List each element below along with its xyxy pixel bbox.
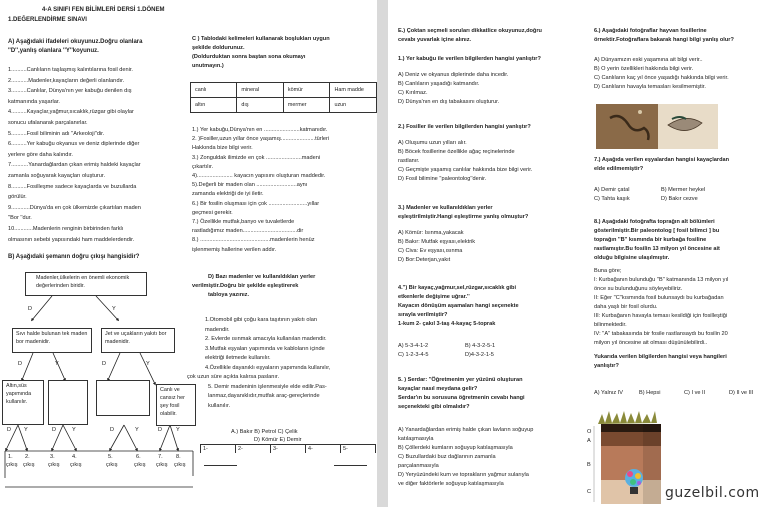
question-stem: 1-kum 2- çakıl 3-taş 4-kayaç 5-toprak — [398, 321, 496, 327]
question-body: I: Kurbağanın bulunduğu ''B'' katmanında 13 milyon yıl — [594, 277, 729, 283]
word-bank-row — [191, 98, 377, 113]
exit-number: 6. — [136, 454, 141, 460]
matching-item-line: 3.Mutfak eşyaları yapımında ve kabloların içinde — [205, 345, 325, 352]
exam-subtitle: 1.DEĞERLENDİRME SINAVI — [8, 17, 87, 23]
answer-cell-5[interactable]: 5- — [341, 445, 376, 454]
matching-item-line: 2. Evlerde ısınmak amacıyla kullanılan madendir. — [205, 336, 327, 342]
question-stem: seçenekteki gibi olmalıdır? — [398, 404, 470, 410]
soil-layer-label: A — [587, 438, 591, 444]
matching-item-line: 1.Otomobil gibi çoğu kara taşıtının yakıtı olan — [205, 317, 317, 323]
answer-option[interactable]: B) Bakır: Mutfak eşyası,elektrik — [398, 239, 476, 245]
section-d-heading: D) Bazı madenler ve kullanıldıkları yerler — [208, 274, 316, 280]
matching-item-line: kullanılır. — [208, 402, 231, 409]
question-stem: Serdar'ın bu sorusuna öğretmenin cevabı hangi — [398, 395, 525, 401]
answer-option[interactable]: A) Yanardağlardan erimiş halde çıkan lavların soğuyup — [398, 427, 534, 433]
word-cell: uzun — [330, 98, 377, 113]
statement-line: olmasının sebebi yapısındaki ham maddelerdendir. — [8, 236, 135, 243]
question-body: bilinmektedir. — [594, 322, 627, 328]
question-stem: Kayacın dönüşüm aşamaları hangi seçenekte — [398, 303, 519, 309]
answer-option[interactable]: C) 1-2-3-4-5 — [398, 352, 429, 358]
statement-line: yerlere göre daha kalındır. — [8, 151, 73, 158]
section-a-heading: A) Aşağıdaki ifadeleri okuyunuz.Doğru olanlara — [8, 39, 143, 45]
branch-label-y: Y — [135, 427, 139, 433]
branch-label-y: Y — [112, 306, 116, 312]
section-a-heading-2: ''D'',yanlış olanlara ''Y''koyunuz. — [8, 48, 99, 54]
answer-option: katılaşmasıyla — [398, 436, 434, 442]
fill-blank-line: 7.) Özellikle mutfak,banyo ve tuvaletlerde — [192, 219, 295, 225]
question-stem: gösterilmiştir.Bir paleontolog [ fosil bilimci ] bu — [594, 228, 720, 234]
answer-option[interactable]: B) Hepsi — [639, 390, 661, 396]
answer-option[interactable]: A) Oluşumu uzun yılları alır. — [398, 140, 467, 146]
answer-option[interactable]: A) Yalnız IV — [594, 390, 624, 396]
section-b-heading: B) Aşağıdaki şemanın doğru çıkışı hangisidir? — [8, 254, 140, 260]
diagram-leaf-1: Altın,süs yapımında kullanılır. — [2, 380, 44, 425]
fill-blank-line: rastladığımız maden...................................dir — [192, 228, 304, 235]
fill-blank-line: geçmesi gerekir. — [192, 209, 233, 216]
question-body: IV: ''A'' tabakasında bir fosile rastlansaydı bu fosilin 20 — [594, 331, 728, 337]
word-bank-table — [190, 82, 377, 113]
question-body: Buna göre; — [594, 268, 622, 274]
answer-option[interactable]: C) Civa: Ev eşyası,ısınma — [398, 248, 463, 254]
question-body: III: Kurbağanın havayla teması kesildiği için fosilleştiği — [594, 313, 728, 319]
branch-label-d: D — [7, 427, 12, 433]
exit-number: 8. — [176, 454, 181, 460]
diagram-leaf-2 — [48, 380, 88, 425]
arrow-root-d — [32, 296, 52, 320]
soil-layer-label: B — [587, 462, 591, 468]
fill-blank-line: 6.) Bir fosilin oluşması için çok .........................yıllar — [192, 200, 320, 207]
question-stem: etkenlerle değişime uğrar.'' — [398, 294, 470, 300]
branch-label-y: Y — [72, 427, 76, 433]
question-body: milyon yıl öncesine ait olması düşünülebilirdi.. — [594, 340, 708, 346]
statement-line: 8..........Fosilleşme sadece kayaçlarda ve buzullarda — [8, 183, 137, 190]
word-bank-row — [191, 83, 377, 98]
question-stem: 5. ) Serdar: ''Öğretmenim yer yüzünü oluşturan — [398, 377, 523, 383]
section-e-heading: E.) Çoktan seçmeli soruları dikkatlice okuyunuz,doğru — [398, 28, 542, 34]
exit-number: 2. — [25, 454, 30, 460]
section-d-options-1: A.) Bakır B) Petrol C) Çelik — [231, 429, 298, 435]
page-gutter — [377, 0, 388, 507]
statement-line: ''Bor ''dur. — [8, 215, 32, 222]
matching-item-line: lanmaz,dayanıklıdır,mutfak araç-gereçlerinde — [208, 393, 320, 399]
exit-label: çıkış — [106, 462, 118, 468]
statement-line: sonucu ufalanarak parçalanırlar. — [8, 120, 88, 126]
exit-label: çıkış — [70, 462, 82, 468]
question-stem: rastlamıştır.Bu fosilin 13 milyon yıl öncesine ait — [594, 246, 720, 252]
question-stem: sırayla verilmiştir? — [398, 312, 448, 318]
answer-cell-2[interactable]: 2- — [236, 445, 271, 454]
answer-option: ve diğer faktörlerle soğuyup katılaşmasıyla — [398, 481, 504, 487]
exit-number: 4. — [72, 454, 77, 460]
answer-option: rastlanır. — [398, 158, 420, 164]
branch-label-d: D — [158, 427, 163, 433]
statement-line: 5..........Fosil biliminin adı ''Arkeoloji''dir. — [8, 130, 105, 137]
diagram-right-node: Jet ve uçakların yakıtı bor madenidir. — [101, 328, 175, 353]
branch-label-d: D — [102, 361, 107, 367]
lightbulb-logo-icon — [388, 0, 768, 507]
statement-line: görülür. — [8, 194, 27, 201]
answer-option[interactable]: A) Deniz ve okyanus diplerinde daha incedir. — [398, 72, 509, 78]
matching-item-line: madendir. — [205, 326, 230, 333]
branch-label-d: D — [18, 361, 23, 367]
fill-blank-line: 4)....................... kayacın yapısını oluşturan maddedir. — [192, 173, 326, 179]
fill-blank-line: 2. )Fosiller,uzun yıllar önce yaşamış......................türleri — [192, 136, 330, 143]
answer-option[interactable]: D)4-3-2-1-5 — [465, 352, 494, 358]
answer-option[interactable]: D) Dünya'nın en dış tabakasını oluşturur. — [398, 99, 500, 105]
answer-option: parçalanmasıyla — [398, 463, 439, 469]
exit-label: çıkış — [174, 462, 186, 468]
answer-option[interactable]: C) Geçmişte yaşamış canlılar hakkında bize bilgi verir. — [398, 167, 533, 173]
word-cell: Ham madde — [330, 83, 377, 98]
branch-label-y: Y — [176, 427, 180, 433]
watermark-text: guzelbil.com — [665, 485, 760, 501]
section-c-heading: C ) Tablodaki kelimeleri kullanarak boşlukları uygun — [192, 36, 330, 42]
statement-line: katmanında yaşarlar. — [8, 98, 60, 105]
word-cell: mineral — [237, 83, 284, 98]
question-stem: 3.) Madenler ve kullanıldıkları yerler — [398, 205, 493, 211]
exit-number: 1. — [8, 454, 13, 460]
matching-item-line: çok uzun süre açıkta kalırsa paslanır. — [187, 374, 280, 380]
question-stem: 1.) Yer kabuğu ile verilen bilgilerden hangisi yanlıştır? — [398, 56, 541, 62]
branch-label-d: D — [28, 306, 33, 312]
diagram-root-node: Madenler,ülkelerin en önemli ekonomik değerlerinden biridir. — [25, 272, 147, 296]
word-cell: dış — [237, 98, 284, 113]
diagram-left-node: Sıvı halde bulunan tek maden bor madenidir. — [12, 328, 92, 353]
statement-line: 3..........Canlılar, Dünya'nın yer kabuğu denilen dış — [8, 88, 132, 95]
arrow-left-d — [22, 353, 33, 380]
statement-line: 9............Dünya'da en çok ülkemizde çıkartılan maden — [8, 204, 141, 211]
answer-cell-1[interactable]: 1- — [201, 445, 236, 454]
answer-option[interactable]: D) II ve III — [729, 390, 754, 396]
section-e-heading-2: cevabı yuvarlak içine alınız. — [398, 37, 472, 43]
question-body: önce su bulunduğunu söyleyebiliriz. — [594, 286, 683, 292]
question-stem: 8.) Aşağıdaki fotoğrafta toprağın alt bölümleri — [594, 219, 715, 225]
exit-number: 3. — [50, 454, 55, 460]
exit-label: çıkış — [48, 462, 60, 468]
answer-option[interactable]: B) Canlıların yaşadığı katmandır. — [398, 81, 480, 87]
answer-option[interactable]: C) Kırılmaz. — [398, 90, 428, 96]
statement-line: 7...........Yanardağlardan çıkan erimiş haldeki kayaçlar — [8, 162, 141, 169]
soil-layer-label: C — [587, 489, 592, 495]
answer-option[interactable]: A) 5-3-4-1-2 — [398, 343, 429, 349]
exam-page-right — [388, 0, 768, 507]
answer-option[interactable]: B) O yerin özellikleri hakkında bilgi verir. — [594, 66, 694, 72]
answer-option[interactable]: C) I ve II — [684, 390, 706, 396]
answer-option[interactable]: D) Bakır cezve — [661, 196, 698, 202]
answer-option[interactable]: A) Kömür: Isınma,yakacak — [398, 230, 464, 236]
diagram-leaf-4: Canlı ve cansız her şey fosil olabilir. — [156, 384, 196, 426]
diagram-leaf-3 — [96, 380, 150, 416]
exit-label: çıkış — [134, 462, 146, 468]
section-c-heading-3: (Doldurduktan sonra baştan sona okumayı — [192, 54, 306, 60]
question-stem: kayaçlar nasıl meydana gelir? — [398, 386, 478, 392]
matching-answer-table — [200, 444, 376, 453]
exit-number: 5. — [108, 454, 113, 460]
statement-line: 1..........Canlıların taşlaşmış kalıntılarına fosil denir. — [8, 67, 133, 73]
exit-label: çıkış — [156, 462, 168, 468]
section-d-options-2: D) Kömür E) Demir — [254, 437, 302, 443]
answer-option[interactable]: D) Canlıların havayla temasları kesilmemiştir. — [594, 84, 706, 90]
exit-number: 7. — [158, 454, 163, 460]
question-body: II: Eğer ''C''kısmında fosil bulunsaydı bu kurbağadan — [594, 295, 724, 301]
fill-blank-line: 5).Değerli bir maden olan ..........................aynı — [192, 182, 308, 189]
fill-blank-line: 8.) .............................................madenlerin henüz — [192, 237, 315, 244]
fill-blank-line: çıkartılır. — [192, 163, 214, 170]
fill-blank-line: zamanda elektriği de iyi iletir. — [192, 191, 264, 198]
question-stem: toprağın ''B'' kısmında bir kurbağa fosiline — [594, 237, 707, 243]
answer-option[interactable]: B) Mermer heykel — [661, 187, 706, 193]
section-c-heading-2: şekilde doldurunuz. — [192, 45, 245, 51]
question-stem: 4.'') Bir kayaç,yağmur,sel,rüzgar,sıcaklık gibi — [398, 285, 517, 291]
answer-option[interactable]: A) Dünyamızın eski yaşamına ait bilgi verir.. — [594, 57, 703, 63]
soil-layer-label: O — [587, 429, 592, 435]
section-d-heading-2: verilmiştir.Doğru bir şekilde eşleştirerek — [192, 283, 299, 289]
exam-page-left — [0, 0, 377, 507]
matching-item-line: 4.Özellikle dayanıklı eşyaların yapımında kullanılır, — [205, 364, 331, 371]
word-cell: kömür — [283, 83, 330, 98]
section-c-heading-4: unutmayın.) — [192, 63, 224, 69]
statement-line: 6..........Yer kabuğu okyanus ve deniz diplerinde diğer — [8, 141, 140, 148]
answer-cell-4[interactable]: 4- — [306, 445, 341, 454]
branch-label-y: Y — [146, 361, 150, 367]
answer-option[interactable]: B) Böcek fosillerine özellikle ağaç reçinelerinde — [398, 149, 515, 155]
fill-blank-line: 3.) Zonguldak ilimizde en çok .......................madeni — [192, 154, 321, 161]
exit-label: çıkış — [23, 462, 35, 468]
fill-blank-line: Hakkında bize bilgi verir. — [192, 145, 253, 152]
exit-label: çıkış — [6, 462, 18, 468]
flow-diagram-arrows — [0, 0, 377, 507]
question-stem: elde edilmemiştir? — [594, 166, 644, 172]
statement-line: 10............Madenlerin renginin birbirinden farklı — [8, 226, 124, 232]
statement-line: 2...........Madenler,kayaçların değerli olanlarıdır. — [8, 77, 125, 84]
question-prompt: yanlıştır? — [594, 363, 619, 369]
branch-label-y: Y — [24, 427, 28, 433]
question-stem: eşleştirilmiştir.Hangi eşleştirme yanlış olmuştur? — [398, 214, 529, 220]
answer-underline — [204, 465, 237, 466]
question-stem: 7.) Aşağıda verilen eşyalardan hangisi kayaçlardan — [594, 157, 730, 163]
statement-line: 4..........Kayaçlar,yağmur,sıcaklık,rüzgar gibi olaylar — [8, 109, 134, 116]
answer-option[interactable]: C) Canlıların kaç yıl önce yaşadığı hakkında bilgi verir. — [594, 75, 729, 81]
answer-option[interactable]: C) Tahta kaşık — [594, 196, 630, 202]
question-prompt: Yukarıda verilen bilgilerden hangisi veya hangileri — [594, 354, 727, 360]
statement-line: zamanla soğuyarak kayaçları oluşturur. — [8, 173, 106, 179]
answer-cell-3[interactable]: 3- — [271, 445, 306, 454]
answer-option[interactable]: B) 4-3-2-5-1 — [465, 343, 496, 349]
word-cell: altın — [191, 98, 237, 113]
question-stem: örnektir.Fotoğraflara bakarak hangi bilgi yanlış olur? — [594, 37, 734, 43]
exam-title: 4-A SINIFI FEN BİLİMLERİ DERSİ 1.DÖNEM — [42, 7, 165, 13]
fill-blank-line: işlenmemiş hallerine verilen addır. — [192, 246, 277, 253]
answer-option[interactable]: B) Çöllerdeki kumların soğuyup katılaşmasıyla — [398, 445, 513, 451]
answer-option[interactable]: C) Buzullardaki buz dağlarının zamanla — [398, 454, 496, 460]
matching-item-line: elektriği iletmede kullanılır. — [205, 355, 271, 361]
branch-label-y: Y — [55, 361, 59, 367]
answer-option[interactable]: D) Bor:Deterjan,yakıt — [398, 257, 451, 263]
question-body: daha yaşlı bir fosil olurdu. — [594, 304, 658, 310]
word-cell: mermer — [283, 98, 330, 113]
word-cell: canlı — [191, 83, 237, 98]
answer-option[interactable]: A) Demir çatal — [594, 187, 630, 193]
fill-blank-line: 1.) Yer kabuğu,Dünya'nın en .......................katmanıdır. — [192, 127, 328, 133]
answer-option[interactable]: D) Fosil bilimine ''paleontolog''denir. — [398, 176, 487, 182]
section-d-heading-3: tabloya yazınız. — [208, 292, 250, 298]
question-stem: 6.) Aşağıdaki fotoğraflar hayvan fosillerine — [594, 28, 707, 34]
branch-label-d: D — [110, 427, 115, 433]
answer-option[interactable]: D) Yeryüzündeki kum ve toprakların yağmur sularıyla — [398, 472, 529, 478]
question-stem: 2.) Fosiller ile verilen bilgilerden hangisi yanlıştır? — [398, 124, 531, 130]
question-stem: olduğu bilgisine ulaşılmıştır. — [594, 255, 670, 261]
matching-item-line: 5. Demir madeninin işlenmesiyle elde edilir.Pas- — [208, 383, 327, 390]
answer-underline — [334, 465, 367, 466]
branch-label-d: D — [52, 427, 57, 433]
arrow-right-d — [108, 353, 120, 380]
